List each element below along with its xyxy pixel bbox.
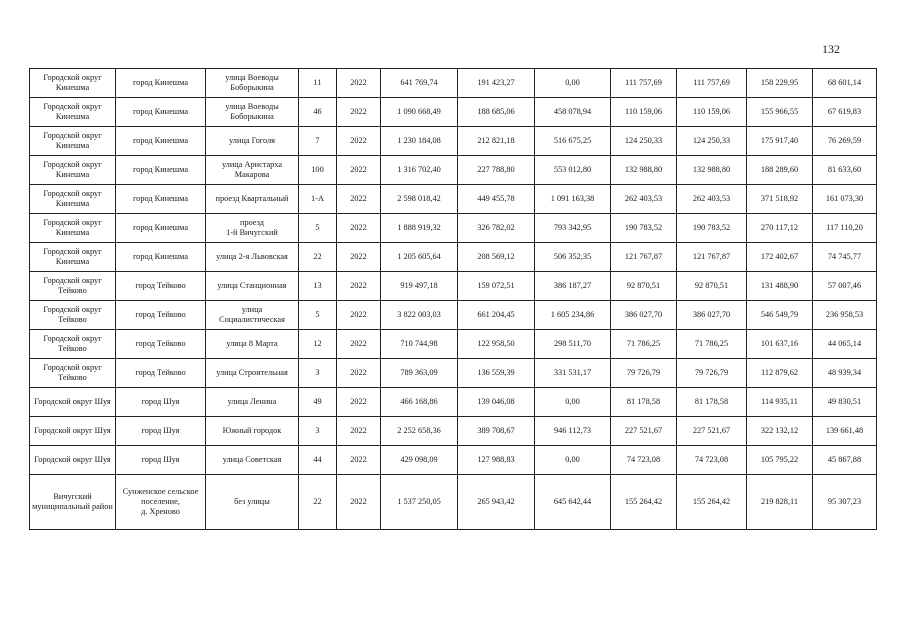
cell-cost-col-11: 155 966,55 — [747, 98, 813, 127]
cell-year: 2022 — [337, 156, 381, 185]
cell-cost-col-8: 331 531,17 — [535, 359, 611, 388]
cell-total-cost: 1 316 702,40 — [381, 156, 458, 185]
cell-year: 2022 — [337, 301, 381, 330]
cell-cost-col-10: 71 786,25 — [677, 330, 747, 359]
cell-district: Городской округ Кинешма — [30, 98, 116, 127]
cell-cost-col-11: 188 289,60 — [747, 156, 813, 185]
cell-cost-col-8: 645 642,44 — [535, 475, 611, 530]
cell-year: 2022 — [337, 69, 381, 98]
cell-year: 2022 — [337, 388, 381, 417]
cell-cost-col-11: 219 828,11 — [747, 475, 813, 530]
cell-total-cost: 2 252 658,36 — [381, 417, 458, 446]
cell-district: Городской округ Шуя — [30, 417, 116, 446]
cell-district: Городской округ Тейково — [30, 330, 116, 359]
cell-cost-col-8: 1 605 234,86 — [535, 301, 611, 330]
cell-cost-col-7: 208 569,12 — [458, 243, 535, 272]
cell-cost-col-7: 227 788,80 — [458, 156, 535, 185]
cell-cost-col-10: 262 403,53 — [677, 185, 747, 214]
cell-cost-col-9: 79 726,79 — [611, 359, 677, 388]
cell-district: Городской округ Кинешма — [30, 214, 116, 243]
cell-year: 2022 — [337, 243, 381, 272]
table-row — [30, 214, 877, 243]
table-row — [30, 330, 877, 359]
cell-cost-col-11: 114 935,11 — [747, 388, 813, 417]
cell-total-cost: 789 363,09 — [381, 359, 458, 388]
cell-street: улица Аристарха Макарова — [206, 156, 299, 185]
cell-cost-col-9: 121 767,87 — [611, 243, 677, 272]
cell-total-cost: 641 769,74 — [381, 69, 458, 98]
cell-settlement: город Кинешма — [116, 127, 206, 156]
cell-cost-col-11: 131 488,90 — [747, 272, 813, 301]
cell-house-number: 100 — [299, 156, 337, 185]
cell-cost-col-7: 661 204,45 — [458, 301, 535, 330]
cell-cost-col-10: 81 178,58 — [677, 388, 747, 417]
cell-cost-col-7: 136 559,39 — [458, 359, 535, 388]
cell-district: Вичугский муниципальный район — [30, 475, 116, 530]
cell-year: 2022 — [337, 214, 381, 243]
table-body — [30, 69, 877, 530]
cell-street: улица Строительная — [206, 359, 299, 388]
cell-total-cost: 1 230 184,08 — [381, 127, 458, 156]
cell-cost-col-11: 175 917,40 — [747, 127, 813, 156]
cell-year: 2022 — [337, 127, 381, 156]
cell-total-cost: 466 168,86 — [381, 388, 458, 417]
table-row — [30, 69, 877, 98]
table-row — [30, 98, 877, 127]
cell-district: Городской округ Шуя — [30, 446, 116, 475]
cell-cost-col-12: 236 958,53 — [813, 301, 877, 330]
cell-cost-col-10: 111 757,69 — [677, 69, 747, 98]
cell-cost-col-9: 71 786,25 — [611, 330, 677, 359]
page-number: 132 — [822, 42, 840, 56]
cell-street: улица Воеводы Боборыкина — [206, 69, 299, 98]
table-row — [30, 475, 877, 530]
cell-cost-col-10: 92 870,51 — [677, 272, 747, 301]
cell-cost-col-7: 127 988,83 — [458, 446, 535, 475]
cell-street: Южный городок — [206, 417, 299, 446]
cell-cost-col-7: 389 708,67 — [458, 417, 535, 446]
cell-cost-col-7: 265 943,42 — [458, 475, 535, 530]
table-row — [30, 272, 877, 301]
cell-total-cost: 3 822 003,03 — [381, 301, 458, 330]
cell-house-number: 46 — [299, 98, 337, 127]
cell-settlement: город Кинешма — [116, 69, 206, 98]
cell-settlement: город Кинешма — [116, 243, 206, 272]
cell-cost-col-10: 110 159,06 — [677, 98, 747, 127]
cell-total-cost: 919 497,18 — [381, 272, 458, 301]
table-row — [30, 156, 877, 185]
cell-cost-col-11: 158 229,95 — [747, 69, 813, 98]
cell-house-number: 3 — [299, 359, 337, 388]
cell-street: улица Советская — [206, 446, 299, 475]
cell-cost-col-12: 161 073,30 — [813, 185, 877, 214]
cell-settlement: Сунженское сельское поселение, д. Хреново — [116, 475, 206, 530]
cell-district: Городской округ Кинешма — [30, 243, 116, 272]
cell-settlement: город Тейково — [116, 272, 206, 301]
cell-cost-col-7: 326 782,02 — [458, 214, 535, 243]
cell-district: Городской округ Кинешма — [30, 185, 116, 214]
cell-cost-col-11: 270 117,12 — [747, 214, 813, 243]
table-row — [30, 388, 877, 417]
cell-house-number: 11 — [299, 69, 337, 98]
cell-cost-col-12: 139 661,48 — [813, 417, 877, 446]
cell-house-number: 7 — [299, 127, 337, 156]
cell-total-cost: 429 098,09 — [381, 446, 458, 475]
cell-settlement: город Шуя — [116, 388, 206, 417]
cell-street: улица Ленина — [206, 388, 299, 417]
cell-cost-col-12: 48 939,34 — [813, 359, 877, 388]
table-row — [30, 301, 877, 330]
cell-cost-col-9: 92 870,51 — [611, 272, 677, 301]
cell-cost-col-12: 44 065,14 — [813, 330, 877, 359]
cell-cost-col-11: 105 795,22 — [747, 446, 813, 475]
cell-cost-col-7: 139 046,08 — [458, 388, 535, 417]
cell-cost-col-8: 386 187,27 — [535, 272, 611, 301]
cell-house-number: 1-А — [299, 185, 337, 214]
cell-district: Городской округ Шуя — [30, 388, 116, 417]
cell-settlement: город Кинешма — [116, 185, 206, 214]
cell-cost-col-7: 212 821,18 — [458, 127, 535, 156]
cell-year: 2022 — [337, 272, 381, 301]
cell-cost-col-11: 172 402,67 — [747, 243, 813, 272]
cell-cost-col-8: 458 078,94 — [535, 98, 611, 127]
cell-cost-col-8: 506 352,35 — [535, 243, 611, 272]
cell-cost-col-9: 74 723,08 — [611, 446, 677, 475]
cell-street: улица Станционная — [206, 272, 299, 301]
cell-house-number: 44 — [299, 446, 337, 475]
table-row — [30, 446, 877, 475]
cell-settlement: город Тейково — [116, 359, 206, 388]
cell-cost-col-8: 946 112,73 — [535, 417, 611, 446]
cell-settlement: город Тейково — [116, 330, 206, 359]
cell-cost-col-12: 68 601,14 — [813, 69, 877, 98]
cell-cost-col-9: 111 757,69 — [611, 69, 677, 98]
cell-district: Городской округ Тейково — [30, 301, 116, 330]
cell-house-number: 13 — [299, 272, 337, 301]
table-row — [30, 359, 877, 388]
cell-street: улица 8 Марта — [206, 330, 299, 359]
cell-total-cost: 1 205 605,64 — [381, 243, 458, 272]
cell-cost-col-9: 81 178,58 — [611, 388, 677, 417]
cell-house-number: 12 — [299, 330, 337, 359]
cell-district: Городской округ Кинешма — [30, 127, 116, 156]
table-row — [30, 127, 877, 156]
cell-street: проезд 1-й Вичугский — [206, 214, 299, 243]
cell-cost-col-8: 516 675,25 — [535, 127, 611, 156]
cell-cost-col-12: 45 867,88 — [813, 446, 877, 475]
cell-year: 2022 — [337, 475, 381, 530]
cell-cost-col-9: 155 264,42 — [611, 475, 677, 530]
cell-house-number: 5 — [299, 214, 337, 243]
cell-cost-col-8: 298 511,70 — [535, 330, 611, 359]
cell-cost-col-12: 76 269,59 — [813, 127, 877, 156]
cell-street: улица Социалистическая — [206, 301, 299, 330]
cell-cost-col-12: 57 007,46 — [813, 272, 877, 301]
cell-cost-col-10: 132 988,80 — [677, 156, 747, 185]
cell-year: 2022 — [337, 446, 381, 475]
cell-settlement: город Кинешма — [116, 156, 206, 185]
cell-house-number: 3 — [299, 417, 337, 446]
cell-total-cost: 2 598 018,42 — [381, 185, 458, 214]
table-row — [30, 185, 877, 214]
cell-cost-col-12: 67 619,83 — [813, 98, 877, 127]
cell-cost-col-7: 449 455,78 — [458, 185, 535, 214]
cell-year: 2022 — [337, 359, 381, 388]
cell-total-cost: 1 090 668,49 — [381, 98, 458, 127]
cell-district: Городской округ Кинешма — [30, 69, 116, 98]
cell-year: 2022 — [337, 417, 381, 446]
cell-cost-col-11: 112 879,62 — [747, 359, 813, 388]
cell-year: 2022 — [337, 185, 381, 214]
cell-total-cost: 1 888 919,32 — [381, 214, 458, 243]
cell-district: Городской округ Тейково — [30, 272, 116, 301]
cell-cost-col-11: 371 518,92 — [747, 185, 813, 214]
cell-cost-col-9: 110 159,06 — [611, 98, 677, 127]
cell-street: улица Гоголя — [206, 127, 299, 156]
cell-cost-col-12: 81 633,60 — [813, 156, 877, 185]
cell-cost-col-7: 188 685,06 — [458, 98, 535, 127]
cell-year: 2022 — [337, 98, 381, 127]
cell-cost-col-9: 132 988,80 — [611, 156, 677, 185]
cell-cost-col-8: 553 012,80 — [535, 156, 611, 185]
cell-cost-col-9: 227 521,67 — [611, 417, 677, 446]
cell-cost-col-10: 155 264,42 — [677, 475, 747, 530]
cell-street: улица 2-я Львовская — [206, 243, 299, 272]
cell-cost-col-11: 546 549,79 — [747, 301, 813, 330]
housing-repair-table — [29, 68, 877, 530]
cell-cost-col-8: 0,00 — [535, 446, 611, 475]
table-row — [30, 243, 877, 272]
cell-cost-col-12: 74 745,77 — [813, 243, 877, 272]
cell-cost-col-10: 121 767,87 — [677, 243, 747, 272]
cell-settlement: город Тейково — [116, 301, 206, 330]
cell-settlement: город Кинешма — [116, 214, 206, 243]
cell-cost-col-10: 74 723,08 — [677, 446, 747, 475]
cell-settlement: город Шуя — [116, 446, 206, 475]
cell-cost-col-8: 793 342,95 — [535, 214, 611, 243]
cell-street: проезд Квартальный — [206, 185, 299, 214]
cell-settlement: город Шуя — [116, 417, 206, 446]
cell-cost-col-10: 79 726,79 — [677, 359, 747, 388]
cell-total-cost: 710 744,98 — [381, 330, 458, 359]
cell-district: Городской округ Тейково — [30, 359, 116, 388]
cell-settlement: город Кинешма — [116, 98, 206, 127]
cell-street: без улицы — [206, 475, 299, 530]
cell-cost-col-10: 190 783,52 — [677, 214, 747, 243]
table-row — [30, 417, 877, 446]
cell-cost-col-12: 95 307,23 — [813, 475, 877, 530]
cell-cost-col-9: 262 403,53 — [611, 185, 677, 214]
cell-cost-col-10: 386 027,70 — [677, 301, 747, 330]
cell-cost-col-8: 0,00 — [535, 388, 611, 417]
cell-year: 2022 — [337, 330, 381, 359]
cell-house-number: 22 — [299, 475, 337, 530]
cell-cost-col-10: 227 521,67 — [677, 417, 747, 446]
cell-house-number: 22 — [299, 243, 337, 272]
cell-cost-col-11: 322 132,12 — [747, 417, 813, 446]
cell-cost-col-7: 191 423,27 — [458, 69, 535, 98]
cell-cost-col-11: 101 637,16 — [747, 330, 813, 359]
cell-cost-col-9: 190 783,52 — [611, 214, 677, 243]
cell-house-number: 49 — [299, 388, 337, 417]
cell-cost-col-7: 159 072,51 — [458, 272, 535, 301]
cell-district: Городской округ Кинешма — [30, 156, 116, 185]
cell-cost-col-12: 117 110,20 — [813, 214, 877, 243]
cell-cost-col-10: 124 250,33 — [677, 127, 747, 156]
cell-cost-col-7: 122 958,50 — [458, 330, 535, 359]
cell-house-number: 5 — [299, 301, 337, 330]
cell-cost-col-8: 0,00 — [535, 69, 611, 98]
cell-cost-col-12: 49 830,51 — [813, 388, 877, 417]
cell-total-cost: 1 537 250,05 — [381, 475, 458, 530]
cell-cost-col-9: 386 027,70 — [611, 301, 677, 330]
cell-cost-col-8: 1 091 163,38 — [535, 185, 611, 214]
cell-street: улица Воеводы Боборыкина — [206, 98, 299, 127]
cell-cost-col-9: 124 250,33 — [611, 127, 677, 156]
